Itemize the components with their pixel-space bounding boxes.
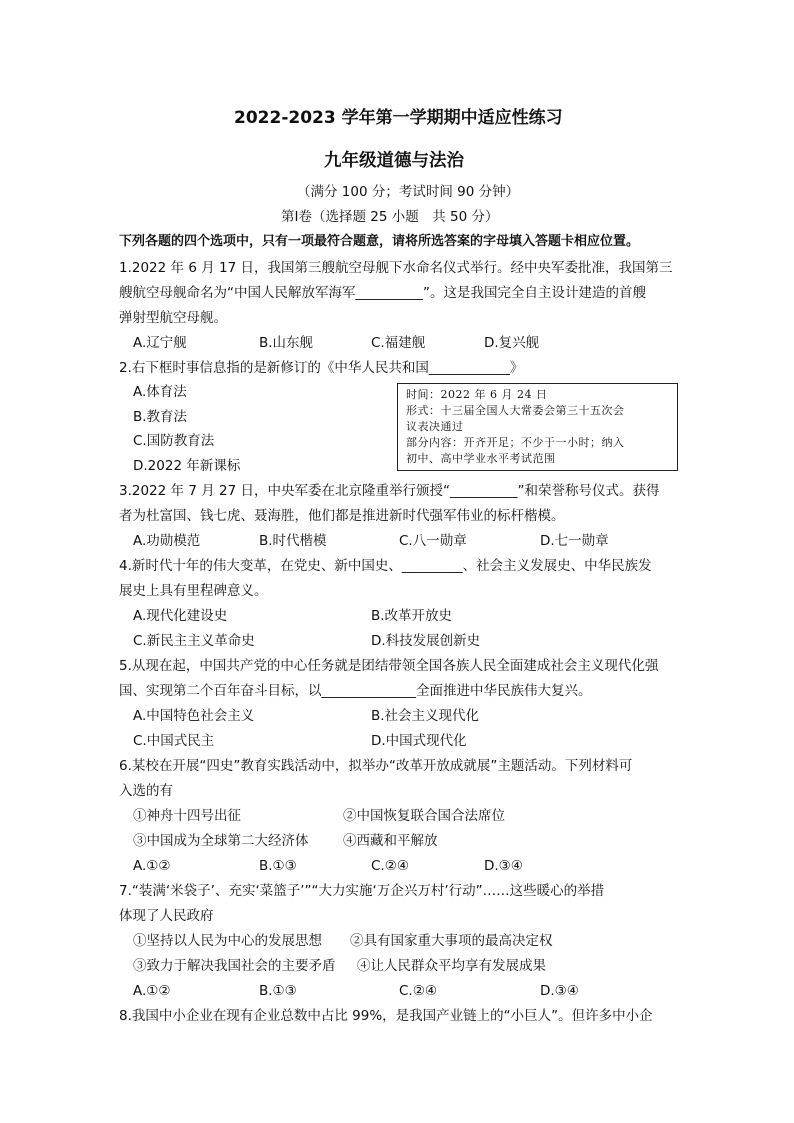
q7-line-2: 体现了人民政府 [119, 908, 214, 924]
q5-option-c[interactable]: C.中国式民主 [133, 733, 215, 749]
q5-option-b[interactable]: B.社会主义现代化 [371, 708, 480, 724]
q2-option-b[interactable]: B.教育法 [133, 409, 188, 425]
q1-line-3: 弹射型航空母舰。 [119, 310, 227, 326]
q4-option-a[interactable]: A.现代化建设史 [133, 608, 228, 624]
q7-option-b[interactable]: B.①③ [259, 983, 297, 999]
news-box-line-2: 形式：十三届全国人大常委会第三十五次会 [406, 404, 625, 417]
q5-line-2: 国、实现第二个百年奋斗目标，以______________全面推进中华民族伟大复兴。 [119, 683, 592, 699]
q7-option-c[interactable]: C.②④ [399, 983, 437, 999]
q1-line-2: 艘航空母舰命名为“中国人民解放军海军__________”。这是我国完全自主设计建造的首艘 [119, 285, 646, 301]
instructions: 下列各题的四个选项中，只有一项最符合题意，请将所选答案的字母填入答题卡相应位置。 [119, 234, 640, 249]
q7-item-2: ②具有国家重大事项的最高决定权 [350, 933, 553, 949]
q7-option-d[interactable]: D.③④ [540, 983, 579, 999]
q6-option-a[interactable]: A.①② [133, 858, 171, 874]
q7-item-3: ③致力于解决我国社会的主要矛盾 [133, 958, 336, 974]
q2-option-a[interactable]: A.体育法 [133, 384, 187, 400]
q5-option-d[interactable]: D.中国式现代化 [371, 733, 467, 749]
q6-item-2: ②中国恢复联合国合法席位 [343, 808, 505, 824]
q4-line-1: 4.新时代十年的伟大变革，在党史、新中国史、_________、社会主义发展史、中华民族发 [119, 558, 652, 574]
q6-option-d[interactable]: D.③④ [484, 858, 523, 874]
q2-line-1: 2.右下框时事信息指的是新修订的《中华人民共和国____________》 [119, 360, 524, 376]
news-box-line-5: 初中、高中学业水平考试范围 [406, 452, 556, 465]
q6-line-2: 入选的有 [119, 783, 173, 799]
q5-option-a[interactable]: A.中国特色社会主义 [133, 708, 255, 724]
exam-info: （满分 100 分；考试时间 90 分钟） [297, 184, 520, 200]
q4-option-c[interactable]: C.新民主主义革命史 [133, 633, 255, 649]
news-box-line-1: 时间：2022 年 6 月 24 日 [406, 388, 548, 401]
q3-option-a[interactable]: A.功勋模范 [133, 533, 201, 549]
subject-title: 九年级道德与法治 [324, 151, 464, 171]
q4-option-d[interactable]: D.科技发展创新史 [371, 633, 481, 649]
q1-option-c[interactable]: C.福建舰 [371, 335, 426, 351]
q6-line-1: 6.某校在开展“四史”教育实践活动中，拟举办“改革开放成就展”主题活动。下列材料可 [119, 758, 633, 774]
q3-option-b[interactable]: B.时代楷模 [259, 533, 327, 549]
q3-option-d[interactable]: D.七一勋章 [540, 533, 609, 549]
q3-line-1: 3.2022 年 7 月 27 日，中央军委在北京隆重举行颁授“__________”和荣誉称号仪式。获得 [119, 483, 660, 499]
section-title: 第Ⅰ卷（选择题 25 小题 共 50 分） [281, 209, 499, 225]
q1-line-1: 1.2022 年 6 月 17 日，我国第三艘航空母舰下水命名仪式举行。经中央军委批准，我国第三 [119, 260, 673, 276]
q3-line-2: 者为杜富国、钱七虎、聂海胜，他们都是推进新时代强军伟业的标杆楷模。 [119, 508, 565, 524]
q1-option-d[interactable]: D.复兴舰 [484, 335, 540, 351]
exam-title: 2022-2023 学年第一学期期中适应性练习 [234, 108, 563, 128]
news-info-box [397, 383, 678, 471]
q7-option-a[interactable]: A.①② [133, 983, 171, 999]
q2-option-c[interactable]: C.国防教育法 [133, 433, 215, 449]
q6-item-1: ①神舟十四号出征 [133, 808, 241, 824]
q4-option-b[interactable]: B.改革开放史 [371, 608, 453, 624]
q6-option-b[interactable]: B.①③ [259, 858, 297, 874]
q6-option-c[interactable]: C.②④ [371, 858, 409, 874]
q1-option-a[interactable]: A.辽宁舰 [133, 335, 187, 351]
q3-option-c[interactable]: C.八一勋章 [399, 533, 467, 549]
q6-item-3: ③中国成为全球第二大经济体 [133, 833, 309, 849]
q4-line-2: 展史上具有里程碑意义。 [119, 583, 268, 599]
q5-line-1: 5.从现在起，中国共产党的中心任务就是团结带领全国各族人民全面建成社会主义现代化强 [119, 658, 659, 674]
q7-line-1: 7.“装满‘米袋子’、充实‘菜篮子’”“大力实施‘万企兴万村’行动”……这些暖心的举措 [119, 883, 605, 899]
news-box-line-4: 部分内容：开齐开足；不少于一小时；纳入 [406, 436, 625, 449]
q7-item-1: ①坚持以人民为中心的发展思想 [133, 933, 322, 949]
q8-line-1: 8.我国中小企业在现有企业总数中占比 99%，是我国产业链上的“小巨人”。但许多中小企 [119, 1008, 653, 1024]
q6-item-4: ④西藏和平解放 [343, 833, 438, 849]
q1-option-b[interactable]: B.山东舰 [259, 335, 314, 351]
q2-option-d[interactable]: D.2022 年新课标 [133, 458, 241, 474]
news-box-line-3: 议表决通过 [406, 420, 464, 433]
q7-item-4: ④让人民群众平均享有发展成果 [357, 958, 546, 974]
